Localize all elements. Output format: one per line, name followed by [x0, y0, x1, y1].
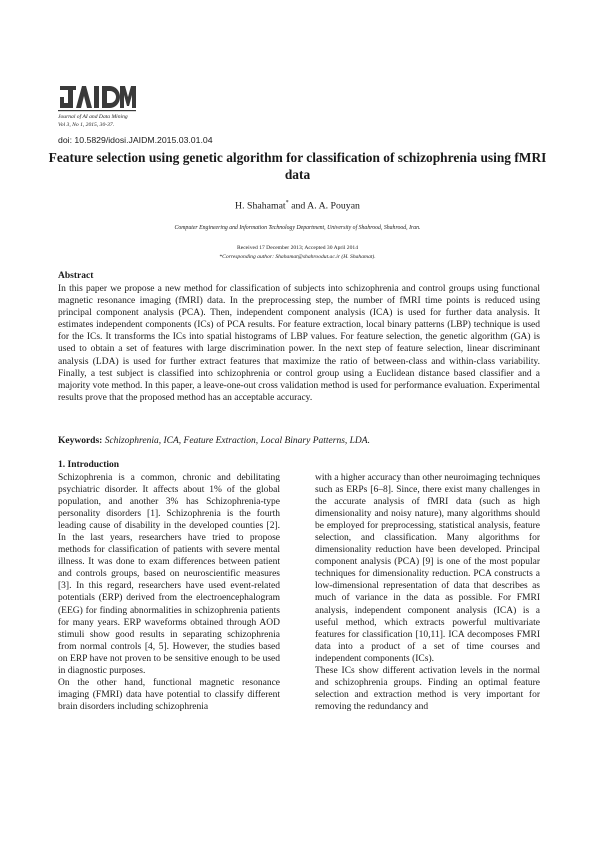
keywords-label: Keywords: — [58, 436, 103, 446]
author-first: H. Shahamat — [235, 200, 286, 212]
paper-title: Feature selection using genetic algorithm for classification of schizophrenia using fMRI data — [48, 150, 547, 182]
abstract-heading: Abstract — [58, 271, 94, 281]
right-column — [315, 472, 540, 713]
journal-logo — [58, 84, 136, 114]
keywords — [58, 436, 540, 446]
keywords-text: Schizophrenia, ICA, Feature Extraction, Local Binary Patterns, LDA. — [104, 436, 370, 446]
intro-paragraph-3: with a higher accuracy than other neuroimaging techniques such as ERPs [6–8]. Since, there exist many challenges in the accurate analysis of fMRI data (such as high dimensionality and noisy nature), many algorithms should be employed for preprocessing, statistical analysis, feature selection, and classification. Many algorithms for dimensionality reduction have been developed. Principal component analysis (PCA) [9] is one of the most popular techniques for dimensionality reduction. PCA constructs a low-dimensional representation of data that describes as much of variance in the data as possible. For FMRI analysis, independent component analysis (ICA) is a useful method, which extracts powerful multivariate features for classification [10,11]. ICA decomposes FMRI data into a product of a set of time courses and independent components (ICs). — [315, 473, 541, 664]
affiliation: Computer Engineering and Information Technology Department, University of Shahrood, Shahrood, Iran. — [174, 225, 421, 231]
intro-paragraph-2: On the other hand, functional magnetic resonance imaging (FMRI) data have potential to classify different brain disorders including schizophrenia — [58, 677, 280, 712]
intro-paragraph-1: Schizophrenia is a common, chronic and debilitating psychiatric disorder. It affects about 1% of the global population, and another 3% has Schizophrenia-type personality disorders [1]. Schizophrenia is the fourth leading cause of disability in the developed counties [2]. In the last years, researchers have tried to propose methods for classification of patients with severe mental illness. It was done to exam differences between patient and controls groups, based on neuroscientific measures [3]. In this regard, researchers have used event-related potentials (ERP) derived from the electroencephalogram (EEG) for finding abnormalities in schizophrenia patients for many years. ERP waveforms obtained through AOD stimuli show good results in separating schizophrenia from normal controls [4, 5]. However, the studies based on ERP have not proven to be sensitive enough to be used in diagnostic purposes. — [58, 473, 280, 676]
dates-block — [40, 244, 555, 262]
intro-paragraph-4: These ICs show different activation levels in the normal and schizophrenia groups. Finding an optimal feature selection and extraction method is very important for removing the redundancy and — [315, 665, 540, 712]
volume-info: Vol 3, No 1, 2015, 30-37. — [58, 121, 115, 128]
author-rest: and A. A. Pouyan — [288, 200, 360, 212]
doi: doi: 10.5829/idosi.JAIDM.2015.03.01.04 — [58, 135, 213, 145]
corresponding-author: *Corresponding author: Shahamat@shahroodut.ac.ir (H. Shahamat). — [219, 254, 376, 260]
section-heading-introduction: 1. Introduction — [58, 460, 120, 470]
authors — [40, 200, 555, 211]
abstract-text: In this paper we propose a new method for classification of subjects into schizophrenia and control groups using functional magnetic resonance imaging (fMRI) data. In the preprocessing step, the number of fMRI time points is reduced using principal component analysis (PCA). Then, independent component analysis (ICA) is used for further data analysis. It estimates independent components (ICs) of PCA results. For feature extraction, local binary patterns (LBP) technique is used for the ICs. It transforms the ICs into spatial histograms of LBP values. For feature selection, the genetic algorithm (GA) is used to obtain a set of features with large discrimination power. In the next step of feature selection, linear discriminant analysis (LDA) is used for further extract features that maximize the ratio of between-class and within-class variability. Finally, a test subject is classified into schizophrenia or control group using a Euclidean distance based classifier and a majority vote method. In this paper, a leave-one-out cross validation method is used for performance evaluation. Experimental results prove that the proposed method has an acceptable accuracy. — [58, 284, 540, 403]
journal-info — [58, 114, 128, 129]
received-dates: Received 17 December 2013; Accepted 30 April 2014 — [236, 245, 358, 251]
left-column — [58, 472, 280, 713]
corresponding-mark: * — [285, 200, 289, 206]
journal-name: Journal of AI and Data Mining — [58, 114, 128, 120]
